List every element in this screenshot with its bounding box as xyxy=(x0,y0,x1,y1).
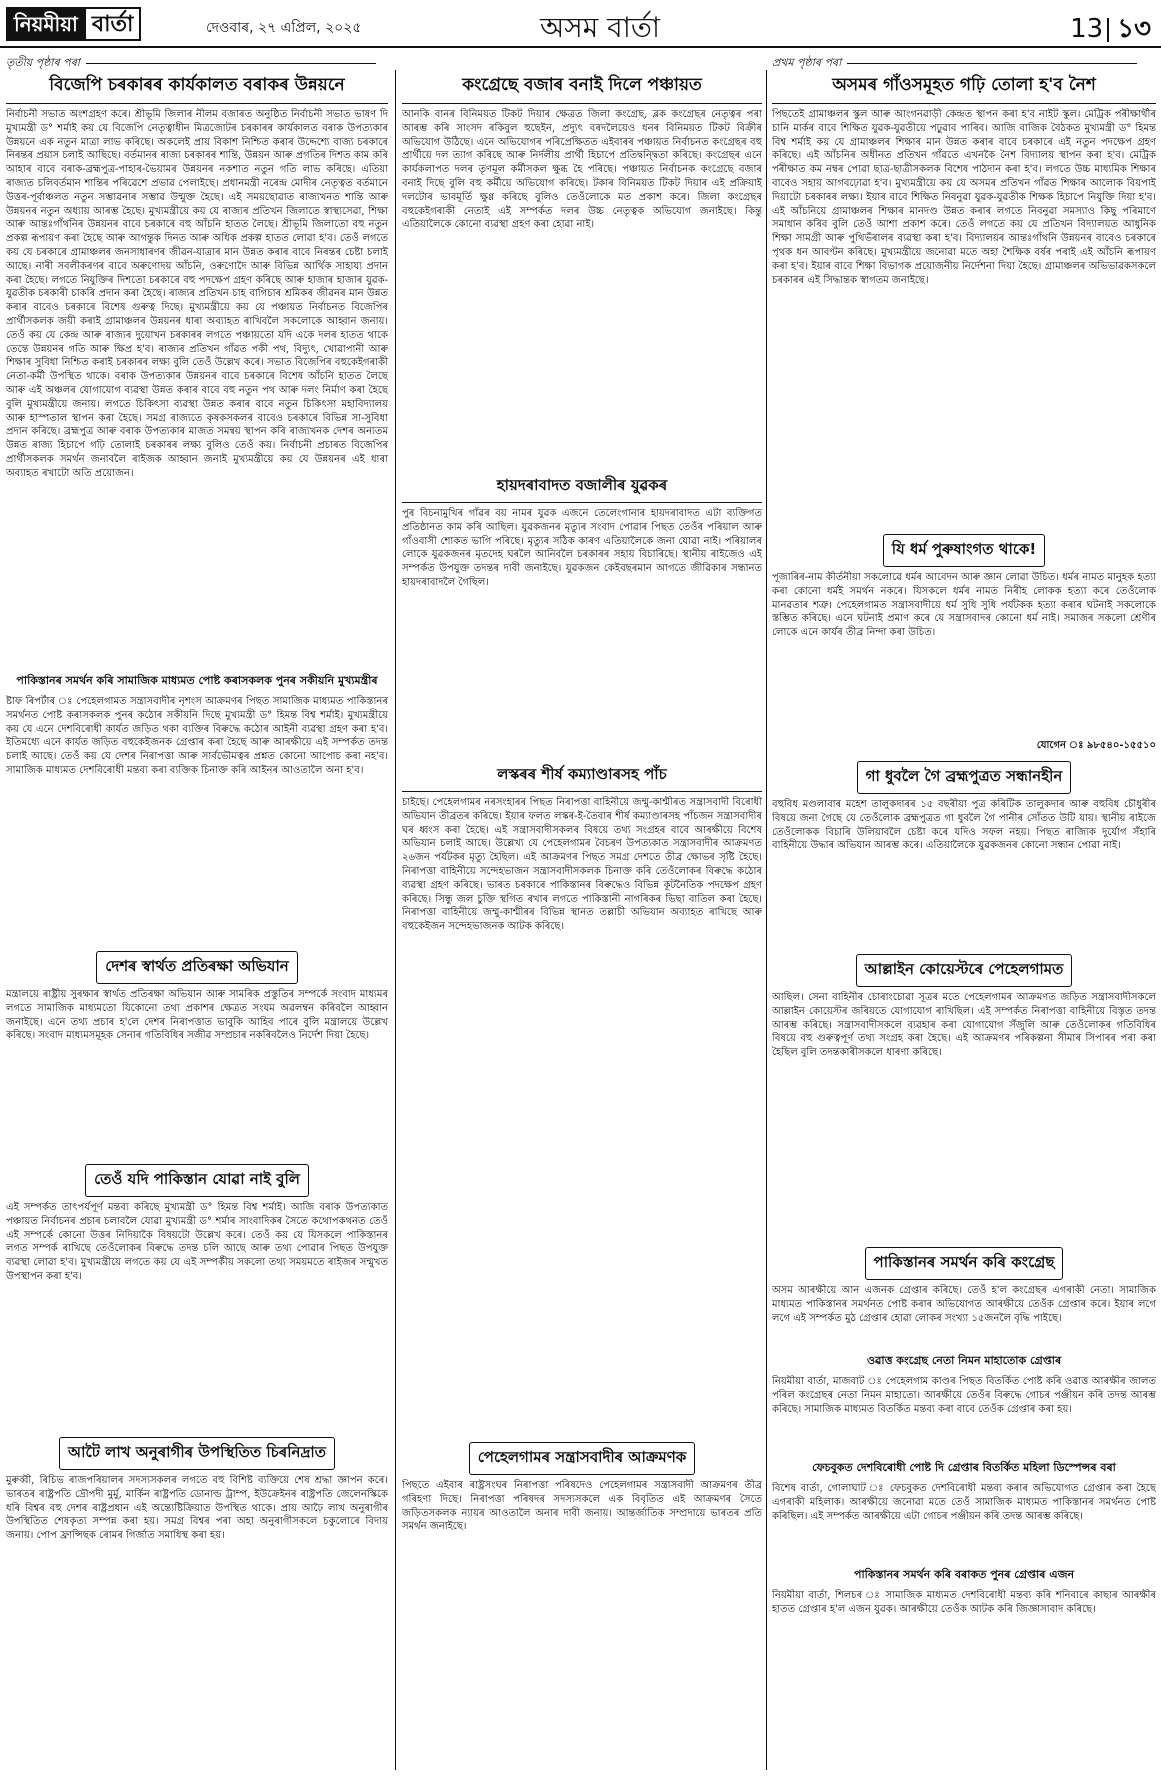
page-number-separator xyxy=(1107,18,1109,42)
article-body: নিৰ্বাচনী সভাত অংশগ্ৰহণ কৰে। শ্ৰীভূমি জিলাৰ নীলম বজাৰত অনুষ্ঠিত নিৰ্বাচনী সভাত ভাষণ দি মুখ্যমন্ত্ৰী ড° শৰ্মাই কয় যে বিজেপি নেতৃত্বাধীন মিত্ৰজোটৰ চৰকাৰৰ কাৰ্যকালত বৰাক উপত্যকাৰ উন্নয়নে এক নতুন মাত্ৰা লাভ কৰিছে। অকলেই প্ৰায় বিকাশ নিশ্চিত কৰাৰ উদ্দেশ্যে বাজ্য চৰকাৰে নিৰন্তৰ প্ৰয়াস চলাই আছিছে। বৰ্তমানৰ ৰাজ্য চৰকাৰৰ শান্তি, উন্নয়ন আৰু প্ৰগতিৰ দিশত কাম কৰি আহাৰ বাবে বৰাক-ব্ৰহ্মপুত্ৰ-পাহাৰ-ভৈয়ামৰ উন্নয়নৰ নকশাত নতুন গতি লাভ কৰিছে। এতিয়া ৰাজ্যত চলিবৰ্তমান শান্তিৰ পৰিৱেশে প্ৰভাৱ পেলাইছে। প্ৰধানমন্ত্ৰী নৰেন্দ্ৰ মোদীৰ নেতৃত্বত বৰ্তমানে উত্তৰ-পূৰ্বাঞ্চলত নতুন সম্ভাৱনাৰ সম্ভাৱ উন্মুক্ত হৈছে। এই সময়ছোৱাত ৰাজ্যখনত শান্তি আৰু উন্নয়নৰ নতুন অধ্যায় আৰম্ভ হৈছে। মুখ্যমন্ত্ৰীয়ে কয় যে ৰাজ্যৰ প্ৰতিখন জিলাতে স্বাস্থ্যসেৱা, শিক্ষা আৰু আন্তঃগাঁথনিৰ উন্নয়নৰ বাবে চৰকাৰে বহু আঁচনি হাতত লৈছে। শ্ৰীভূমি জিলাতো বহু নতুন প্ৰকল্প ৰূপায়ণ কৰা হৈছে আৰু আগন্তুক দিনত আৰু অধিক প্ৰকল্প হাতত লোৱা হ'ব। তেওঁ লগতে কয় যে চৰকাৰে গ্ৰামাঞ্চলৰ জনসাধাৰণৰ জীৱন-যাত্ৰাৰ মান উন্নত কৰাৰ বাবে নিৰন্তৰ চেষ্টা চলাই আছে। নাৰী সবলীকৰণৰ বাবে অৰুণোদয় আঁচনি, ওৰুণোদৈ আৰু বিভিন্ন আৰ্থিক সাহায্য প্ৰদান কৰা হৈছে। লগতে নিযুক্তিৰ দিশতো চৰকাৰে বহু পদক্ষেপ গ্ৰহণ কৰিছে আৰু হাজাৰ হাজাৰ যুৱক-যুৱতীক চৰকাৰী চাকৰি প্ৰদান কৰা হৈছে। ৰাজ্যৰ প্ৰতিখন চাহ বাগিচাৰ শ্ৰমিকৰ জীৱনৰ মান উন্নত কৰাৰ বাবেও চৰকাৰে বিশেষ গুৰুত্ব দিছে। মুখ্যমন্ত্ৰীয়ে কয় যে পঞ্চায়ত নিৰ্বাচনত বিজেপিৰ প্ৰাৰ্থীসকলক জয়ী কৰাই গ্ৰামাঞ্চলৰ উন্নয়নৰ ধাৰা অব্যাহত ৰাখিবলৈ সকলোকে আহ্বান জনায়। তেওঁ কয় যে কেন্দ্ৰ আৰু ৰাজ্যৰ দুয়োখন চৰকাৰৰ লগতে পঞ্চায়তো যদি একে দলৰ হাতত থাকে তেন্তে উন্নয়নৰ গতি আৰু ক্ষিপ্ৰ হ'ব। ৰাজ্যৰ প্ৰতিখন গাঁৱত পকী পথ, বিদ্যুৎ, খোৱাপানী আৰু শিক্ষাৰ সুবিধা নিশ্চিত কৰাই চৰকাৰৰ লক্ষ্য বুলি তেওঁ উল্লেখ কৰে। সভাত বিজেপিৰ বহুকেইগৰাকী নেতা-কৰ্মী উপস্থিত থাকে। বৰাক উপত্যকাৰ উন্নয়নৰ বাবে চৰকাৰে বিশেষ আঁচনি হাতত লৈছে আৰু এই অঞ্চলৰ যোগাযোগ ব্যৱস্থা উন্নত কৰাৰ বাবে বহু নতুন পথ আৰু দলং নিৰ্মাণ কৰা হৈছে বুলি মুখ্যমন্ত্ৰীয়ে জনায়। লগতে চিকিৎসা ব্যৱস্থা উন্নত কৰাৰ বাবে নতুন চিকিৎসা মহাবিদ্যালয় আৰু হাস্পতাল স্থাপন কৰা হৈছে। সমগ্ৰ ৰাজ্যতে কৃষকসকলৰ বাবেও চৰকাৰে বিভিন্ন সা-সুবিধা প্ৰদান কৰিছে। ব্ৰহ্মপুত্ৰ আৰু বৰাক উপত্যকাৰ মাজত সমন্বয় স্থাপন কৰি ৰাজ্যখনক দেশৰ অন্যতম উন্নত ৰাজ্য হিচাপে গঢ়ি তোলাই চৰকাৰৰ লক্ষ্য বুলিও তেওঁ কয়। নিৰ্বাচনী প্ৰচাৰত বিজেপিৰ প্ৰাৰ্থীসকলক সমৰ্থন জনাবলৈ ৰাইজক আহ্বান জনাই মুখ্যমন্ত্ৰীয়ে কয় যে উন্নয়নৰ এই ধাৰা অব্যাহত ৰখাটো অতি প্ৰয়োজন। xyxy=(6,109,388,479)
article-body: পুৰ বিচনামুখিৰ গাঁৱৰ বয় নামৰ যুৱক এজনে তেলেংগানাৰ হায়দৰাবাদত এটা ব্যক্তিগত প্ৰতিষ্ঠানত কাম কৰি আছিল। যুৱকজনৰ মৃত্যুৰ সংবাদ পোৱাৰ পিছত তেওঁৰ পৰিয়াল আৰু গাঁওবাসী শোকত ভাগি পৰিছে। মৃত্যুৰ সঠিক কাৰণ এতিয়ালৈকে জনা যোৱা নাই। পৰিয়ালৰ লোকে যুৱকজনৰ মৃতদেহ ঘৰলৈ আনিবলৈ চৰকাৰৰ সহায় বিচাৰিছে। স্থানীয় ৰাইজেও এই সম্পৰ্কত উপযুক্ত তদন্তৰ দাবী জনাইছে। যুৱকজন কেইবছৰমান আগতে জীৱিকাৰ সন্ধানত হায়দৰাবাদলৈ গৈছিল। xyxy=(402,508,762,588)
article-body: মুৰুব্বী, ৰিচিভ ৰাজপৰিয়ালৰ সদস্যসকলৰ লগতে বহু বিশিষ্ট ব্যক্তিয়ে শেষ শ্ৰদ্ধা জ্ঞাপন কৰে। ভাৰতৰ ৰাষ্ট্ৰপতি দ্ৰৌপদী মুৰ্মু, মাৰ্কিন ৰাষ্ট্ৰপতি ডোনাল্ড ট্ৰাম্প, ইউক্ৰেইনৰ ৰাষ্ট্ৰপতি জেলেনস্কিকে ধৰি বিশ্বৰ বহু দেশৰ ৰাষ্ট্ৰপ্ৰধান এই অন্ত্যেষ্টিক্ৰিয়াত উপস্থিত থাকে। প্ৰায় আঢ়ৈ লাখ অনুৰাগীৰ উপস্থিতিত শেষকৃত্য সম্পন্ন কৰা হয়। সমগ্ৰ বিশ্বৰ পৰা অহা অনুৰাগীসকলে চকুলোৰে বিদায় জনায়। পোপ ফ্ৰান্সিছক ৰোমৰ গিৰ্জাত সমাধিস্থ কৰা হয়। xyxy=(6,1475,388,1542)
boxed-headline: আটৈ লাখ অনুৰাগীৰ উপস্থিতিত চিৰনিদ্ৰাত xyxy=(59,1437,335,1470)
continuation-label-left: তৃতীয় পৃষ্ঠাৰ পৰা xyxy=(6,56,80,69)
page-number-latin: 13 xyxy=(1070,14,1104,44)
article-subheadline: পাকিস্তানৰ সমৰ্থন কৰি সামাজিক মাধ্যমত পোষ্ট কৰাসকলক পুনৰ সকীয়নি মুখ্যমন্ত্ৰীৰ xyxy=(16,674,378,687)
continuation-label-right: প্ৰথম পৃষ্ঠাৰ পৰা xyxy=(772,56,842,69)
boxed-headline: গা ধুবলৈ গৈ ব্ৰহ্মপুত্ৰত সন্ধানহীন xyxy=(857,761,1072,794)
article-author: যোগেন ঃ ৯৮৫৪০-১৫৫১০ xyxy=(1036,740,1156,751)
continuation-rule xyxy=(847,63,1137,64)
section-title: অসম বাৰ্তা xyxy=(539,11,661,44)
article-body: আছিল। সেনা বাহিনীৰ চোৰাংচোৱা সূত্ৰৰ মতে পেহেলগামৰ আক্ৰমণত জড়িত সন্ত্ৰাসবাদীসকলে আল্লাইন কোয়েস্টৰ জৰিয়তে যোগাযোগ ৰাখিছিল। এই সম্পৰ্কত নিৰাপত্তা বাহিনীয়ে বিস্তৃত তদন্ত আৰম্ভ কৰিছে। সন্ত্ৰাসবাদীসকলে ব্যৱহাৰ কৰা যোগাযোগ সঁজুলি আৰু তেওঁলোকৰ গতিবিধিৰ বিষয়ে বহু গুৰুত্বপূৰ্ণ তথ্য সংগ্ৰহ কৰা হৈছে। এই আক্ৰমণৰ পৰিকল্পনা সীমাৰ সিপাৰৰ পৰা কৰা হৈছিল বুলি তদন্তকাৰীসকলে ধাৰণা কৰিছে। xyxy=(772,992,1156,1059)
article-body: পূজাৰিৰ-নাম কীৰ্তনীয়া সকলোৱে ধৰ্মৰ আবেদন আৰু জ্ঞান লোৱা উচিত। ধৰ্মৰ নামত মানুহক হত্যা কৰা কোনো ধৰ্মই সমৰ্থন নকৰে। যিসকলে ধৰ্মৰ নামত নিৰীহ লোকক হত্যা কৰে তেওঁলোক মানৱতাৰ শত্ৰু। পেহেলগামত সন্ত্ৰাসবাদীয়ে ধৰ্ম সুধি সুধি পৰ্যটকক হত্যা কৰাৰ ঘটনাই সকলোকে স্তম্ভিত কৰিছে। এনে ঘটনাই প্ৰমাণ কৰে যে সন্ত্ৰাসবাদৰ কোনো ধৰ্ম নাই। সমাজৰ সকলো শ্ৰেণীৰ লোকে এনে কাৰ্যৰ তীব্ৰ নিন্দা কৰা উচিত। xyxy=(772,572,1156,639)
newspaper-logo xyxy=(6,6,141,42)
article-body: পিছতে এইবাৰ ৰাষ্ট্ৰসংঘৰ নিৰাপত্তা পৰিষদেও পেহেলগামৰ সন্ত্ৰাসবাদী আক্ৰমণৰ তীব্ৰ গৰিহণা দিছে। নিৰাপত্তা পৰিষদৰ সদস্যসকলে এক বিবৃতিত এই আক্ৰমণৰ সৈতে জড়িতসকলক ন্যায়ৰ আওতালৈ অনাৰ দাবী জনায়। আন্তৰ্জাতিক সম্প্ৰদায়ে ভাৰতৰ প্ৰতি সমৰ্থন জনাইছে। xyxy=(402,1480,762,1533)
boxed-headline: দেশৰ স্বাৰ্থত প্ৰতিৰক্ষা অভিযান xyxy=(96,951,298,984)
logo-part-a: নিয়মীয়া xyxy=(6,7,86,41)
column-divider xyxy=(395,70,396,1770)
article-headline: কংগ্ৰেছে বজাৰ বনাই দিলে পঞ্চায়ত xyxy=(402,70,762,104)
boxed-headline: তেওঁ যদি পাকিস্তান যোৱা নাই বুলি xyxy=(85,1164,309,1197)
article-subheadline: ওৱাত্ত কংগ্ৰেছ নেতা নিমন মাহাতোক গ্ৰেপ্তাৰ xyxy=(866,1354,1062,1367)
article-body: এই সম্পৰ্কত তাৎপৰ্যপূৰ্ণ মন্তব্য কৰিছে মুখ্যমন্ত্ৰী ড° হিমন্ত বিশ্ব শৰ্মাই। আজি বৰাক উপত্যকাত পঞ্চায়ত নিৰ্বাচনৰ প্ৰচাৰ চলাবলৈ যোৱা মুখ্যমন্ত্ৰী ড° শৰ্মাৰ সাংবাদিকৰ সৈতে কথোপকথনত তেওঁ এই সম্পৰ্কে কোনো উত্তৰ নিদিয়াকৈ বিষয়টো উল্লেখ কৰে। তেওঁ কয় যে যিসকলে পাকিস্তানৰ লগত সম্পৰ্ক ৰাখিছে তেওঁলোকৰ বিৰুদ্ধে তদন্ত চলি আছে আৰু তথ্য পোৱাৰ পিছত উপযুক্ত ব্যৱস্থা লোৱা হ'ব। মুখ্যমন্ত্ৰীয়ে লগতে কয় যে এই সম্পৰ্কীয় সকলো তথ্য সময়মতে ৰাইজৰ সন্মুখত উপস্থাপন কৰা হ'ব। xyxy=(6,1202,388,1282)
article-body: নিয়মীয়া বাৰ্তা, মাজবাট ঃ পেহেলগাম কাণ্ডৰ পিছত বিতৰ্কিত পোষ্ট কৰি ওৱাত্ত আৰক্ষীৰ জালত পৰিল কংগ্ৰেছৰ নেতা নিমন মাহাতো। আৰক্ষীয়ে তেওঁৰ বিৰুদ্ধে গোচৰ পঞ্জীয়ন কৰি তদন্ত আৰম্ভ কৰিছে। সামাজিক মাধ্যমত বিতৰ্কিত মন্তব্য কৰা বাবে তেওঁক গ্ৰেপ্তাৰ কৰা হয়। xyxy=(772,1376,1156,1415)
column-middle xyxy=(402,70,762,1679)
page-number xyxy=(1070,8,1151,52)
boxed-headline: পেহেলগামৰ সন্ত্ৰাসবাদীৰ আক্ৰমণক xyxy=(469,1442,696,1475)
column-right xyxy=(772,70,1156,1649)
article-body: চাইছে। পেহেলগামৰ নৰসংহাৰৰ পিছত নিৰাপত্তা বাহিনীয়ে জম্মু-কাশ্মীৰত সন্ত্ৰাসবাদী বিৰোধী অভিযান তীব্ৰতৰ কৰিছে। ইয়াৰ ফলত লস্কৰ-ই-তৈবাৰ শীৰ্ষ কম্যাণ্ডাৰসহ পাঁচজন সন্ত্ৰাসবাদীৰ ঘৰ ধ্বংস কৰা হৈছে। এই সন্ত্ৰাসবাদীসকলৰ বিষয়ে তথ্য সংগ্ৰহৰ বাবে আৰক্ষীয়ে বিশেষ অভিযান চলাই আছে। উল্লেখ্য যে পেহেলগামৰ বৈচৰণ উপত্যকাত সন্ত্ৰাসবাদীৰ আক্ৰমণত ২৬জন পৰ্যটকৰ মৃত্যু হৈছিল। এই আক্ৰমণৰ পিছত সমগ্ৰ দেশতে তীব্ৰ ক্ষোভৰ সৃষ্টি হৈছে। নিৰাপত্তা বাহিনীয়ে সন্দেহভাজন সন্ত্ৰাসবাদীসকলক চিনাক্ত কৰি তেওঁলোকৰ বিৰুদ্ধে কঠোৰ ব্যৱস্থা গ্ৰহণ কৰিছে। ভাৰত চৰকাৰে পাকিস্তানৰ বিৰুদ্ধেও বিভিন্ন কূটনৈতিক পদক্ষেপ গ্ৰহণ কৰিছে। সিন্ধু জল চুক্তি স্থগিত ৰখাৰ লগতে পাকিস্তানী নাগৰিকৰ ভিছা বাতিল কৰা হৈছে। নিৰাপত্তা বাহিনীয়ে জম্মু-কাশ্মীৰৰ বিভিন্ন স্থানত তল্লাচী অভিযান অব্যাহত ৰাখিছে আৰু বহুকেইজন সন্দেহভাজনক আটক কৰিছে। xyxy=(402,797,762,933)
boxed-headline: পাকিস্তানৰ সমৰ্থন কৰি কংগ্ৰেছ xyxy=(865,1247,1064,1280)
boxed-headline: যি ধৰ্ম পুৰুষাংগত থাকে! xyxy=(883,534,1045,567)
logo-part-b: বাৰ্তা xyxy=(86,7,142,41)
article-body: বিশেষ বাৰ্তা, গোলাঘাট ঃ ফেচবুকত দেশবিৰোধী মন্তব্য কৰাৰ অভিযোগত গ্ৰেপ্তাৰ কৰা হৈছে এগৰাকী মহিলাক। আৰক্ষীয়ে জনোৱা মতে তেওঁ সামাজিক মাধ্যমত পাকিস্তানৰ সমৰ্থনত পোষ্ট কৰিছিল। এই সম্পৰ্কত আৰক্ষীয়ে এটা গোচৰ পঞ্জীয়ন কৰি তদন্ত আৰম্ভ কৰিছে। xyxy=(772,1483,1156,1522)
article-headline: হায়দৰাবাদত বজালীৰ যুৱকৰ xyxy=(402,468,762,503)
article-headline: বিজেপি চৰকাৰৰ কাৰ্যকালত বৰাকৰ উন্নয়নে xyxy=(6,70,388,104)
article-headline: লস্কৰৰ শীৰ্ষ কম্যাণ্ডাৰসহ পাঁচ xyxy=(402,757,762,792)
article-body: মন্ত্ৰালয়ে ৰাষ্ট্ৰীয় সুৰক্ষাৰ স্বাৰ্থত প্ৰতিৰক্ষা অভিযান আৰু সামৰিক প্ৰস্তুতিৰ সম্পৰ্কে সংবাদ মাধ্যমৰ লগতে সামাজিক মাধ্যমতো যিকোনো তথ্য প্ৰকাশৰ ক্ষেত্ৰত সংযম অৱলম্বন কৰিবলৈ আহ্বান জনাইছে। এনে তথ্য প্ৰচাৰ হ'লে দেশৰ নিৰাপত্তাত ভাবুকি আহিব পাৰে বুলি মন্ত্ৰালয়ে উল্লেখ কৰিছে। সংবাদ মাধ্যমসমূহক সেনাৰ গতিবিধিৰ সজীৱ সম্প্ৰচাৰ নকৰিবলৈও নিৰ্দেশ দিয়া হৈছে। xyxy=(6,989,388,1042)
continuation-rule xyxy=(86,63,376,64)
boxed-headline: আল্লাইন কোয়েস্টৰে পেহেলগামত xyxy=(856,954,1073,987)
article-body: বহুবিধ মণ্ডলাবাৰ মহেশ তালুকদাৰৰ ১৫ বছৰীয়া পুত্ৰ কৰিটিক তালুকদাৰ আৰু বহুবিধ চৌধুৰীৰ বিষয়ে জনা গৈছে যে তেওঁলোক ব্ৰহ্মপুত্ৰত গা ধুবলৈ গৈ পানীৰ সোঁতত উটি যায়। স্থানীয় ৰাইজে তেওঁলোকক বিচাৰি উলিয়াবলৈ চেষ্টা কৰে যদিও সফল নহয়। পিছত ৰাজ্যিক দুৰ্যোগ সঁহাৰি বাহিনীয়ে উদ্ধাৰ অভিযান আৰম্ভ কৰে। এতিয়ালৈকে যুৱকজনৰ কোনো সন্ধান পোৱা নাই। xyxy=(772,799,1156,852)
publication-date: দেওবাৰ, ২৭ এপ্ৰিল, ২০২৫ xyxy=(206,20,362,36)
article-subheadline: পাকিস্তানৰ সমৰ্থন কৰি বৰাকত পুনৰ গ্ৰেপ্তাৰ এজন xyxy=(853,1568,1075,1581)
article-body: অসম আৰক্ষীয়ে আন এজনক গ্ৰেপ্তাৰ কৰিছে। তেওঁ হ'ল কংগ্ৰেছৰ এগৰাকী নেতা। সামাজিক মাধ্যমত পাকিস্তানৰ সমৰ্থনত পোষ্ট কৰাৰ অভিযোগত আৰক্ষীয়ে তেওঁক গ্ৰেপ্তাৰ কৰে। ইয়াৰ লগে লগে এই সম্পৰ্কত মুঠ গ্ৰেপ্তাৰ হোৱা লোকৰ সংখ্যা ১৫জনলৈ বৃদ্ধি পাইছে। xyxy=(772,1285,1156,1324)
column-left xyxy=(6,70,388,1674)
article-body: নিয়মীয়া বাৰ্তা, শিলচৰ ঃ সামাজিক মাধ্যমত দেশবিৰোধী মন্তব্য কৰি শনিবাৰে কাছাৰ আৰক্ষীৰ হাতত গ্ৰেপ্তাৰ হ'ল এজন যুৱক। আৰক্ষীয়ে তেওঁক আটক কৰি জিজ্ঞাসাবাদ কৰিছে। xyxy=(772,1590,1156,1615)
article-body: আনকি বানৰ বিনিময়ত টিকট দিয়াৰ ক্ষেত্ৰত জিলা কংগ্ৰেছ, ব্লক কংগ্ৰেছৰ নেতৃত্বৰ পৰা আৰম্ভ কৰি সাংসদ ৰকিবুল হুছেইন, প্ৰদ্যুৎ বৰদলৈয়েও ধনৰ বিনিময়ত টিকট বিক্ৰীৰ অভিযোগ উঠিছে। এনে অভিযোগৰ পৰিপ্ৰেক্ষিতত এইবাৰৰ পঞ্চায়ত নিৰ্বাচনত কংগ্ৰেছৰ বহু প্ৰাৰ্থীয়ে দল ত্যাগ কৰিছে আৰু নিৰ্দলীয় প্ৰাৰ্থী হিচাপে প্ৰতিদ্বন্দ্বিতা কৰিছে। কংগ্ৰেছৰ এনে কাৰ্যকলাপত দলৰ তৃণমূল কৰ্মীসকল ক্ষুব্ধ হৈ পৰিছে। পঞ্চায়ত নিৰ্বাচনক কংগ্ৰেছে বজাৰ বনাই দিছে বুলি বহু কৰ্মীয়ে অভিযোগ কৰিছে। টকাৰ বিনিময়ত টিকট দিয়াৰ এই প্ৰক্ৰিয়াই দলটোৰ ভাবমূৰ্তি ক্ষুণ্ণ কৰিছে বুলিও তেওঁলোকে মত প্ৰকাশ কৰে। জিলা কংগ্ৰেছৰ বহুকেইগৰাকী নেতাই এই সম্পৰ্কত দলৰ উচ্চ নেতৃত্বক অভিযোগ জনাইছে। কিন্তু এতিয়ালৈকে কোনো ব্যৱস্থা গ্ৰহণ কৰা হোৱা নাই। xyxy=(402,109,762,231)
article-subheadline: ফেচবুকত দেশবিৰোধী পোষ্ট দি গ্ৰেপ্তাৰ বিতৰ্কিত মহিলা ডিস্পেন্সৰ বৰা xyxy=(812,1461,1116,1474)
article-headline: অসমৰ গাঁওসমূহত গঢ়ি তোলা হ'ব নৈশ xyxy=(772,70,1156,104)
masthead xyxy=(0,0,1161,48)
page-number-local: ১৩ xyxy=(1117,14,1151,44)
column-divider xyxy=(766,70,767,1770)
article-body: ষ্টাফ ৰিপৰ্টাৰ ঃ পেহেলগামত সন্ত্ৰাসবাদীৰ নৃশংস আক্ৰমণৰ পিছত সামাজিক মাধ্যমত পাকিস্তানৰ সমৰ্থনত পোষ্ট কৰাসকলক পুনৰ কঠোৰ সকীয়নি দিছে মুখ্যমন্ত্ৰী ড° হিমন্ত বিশ্ব শৰ্মাই। মুখ্যমন্ত্ৰীয়ে কয় যে এনে দেশবিৰোধী কাৰ্যত জড়িত থকা ব্যক্তিৰ বিৰুদ্ধে কঠোৰ আইনী ব্যৱস্থা গ্ৰহণ কৰা হ'ব। ইতিমধ্যে এনে কাৰ্যত জড়িত বহুকেইজনক গ্ৰেপ্তাৰ কৰা হৈছে আৰু আৰক্ষীয়ে এই সম্পৰ্কত তদন্ত চলাই আছে। তেওঁ কয় যে দেশৰ নিৰাপত্তা আৰু সাৰ্বভৌমত্বৰ প্ৰশ্নত কোনো আপোচ কৰা নহ'ব। সামাজিক মাধ্যমত দেশবিৰোধী মন্তব্য কৰা ব্যক্তিক চিনাক্ত কৰি আইনৰ আওতালৈ অনা হ'ব। xyxy=(6,696,388,776)
article-body: পিছতেই গ্ৰামাঞ্চলৰ স্কুল আৰু আংগনৱাড়ী কেন্দ্ৰত স্থাপন কৰা হ'ব নাইট স্কুল। মেট্ৰিক পৰীক্ষাৰ্থীৰ চানি মাৰ্কৰ বাবে শিক্ষিত যুৱক-যুৱতীয়ে পঢ়ুৱাব পাৰিব। আজি বাজিক বৈঠকত মুখ্যমন্ত্ৰী ড° হিমন্ত বিশ্ব শৰ্মাই কয় যে গ্ৰামাঞ্চলৰ শিক্ষাৰ মান উন্নত কৰাৰ বাবে চৰকাৰে এই নতুন পদক্ষেপ গ্ৰহণ কৰিছে। এই আঁচনিৰ অধীনত প্ৰতিখন গাঁৱতে এখনকৈ নৈশ বিদ্যালয় স্থাপন কৰা হ'ব। মেট্ৰিক পৰীক্ষাত কম নম্বৰ পোৱা ছাত্ৰ-ছাত্ৰীসকলক বিশেষ পাঠদান কৰা হ'ব। লগতে উচ্চ মাধ্যমিক শিক্ষাৰ বাবেও সহায় আগবঢ়োৱা হ'ব। মুখ্যমন্ত্ৰীয়ে কয় যে অসমৰ প্ৰতিখন গাঁৱত শিক্ষাৰ আলোক বিয়পাই দিয়াটো চৰকাৰৰ লক্ষ্য। ইয়াৰ বাবে শিক্ষিত নিবনুৱা যুৱক-যুৱতীক শিক্ষক হিচাপে নিযুক্তি দিয়া হ'ব। এই আঁচনিয়ে গ্ৰামাঞ্চলৰ শিক্ষাৰ মানদণ্ড উন্নত কৰাৰ লগতে নিবনুৱা সমস্যাও কিছু পৰিমাণে সমাধান কৰিব বুলি তেওঁ আশা প্ৰকাশ কৰে। তেওঁ লগতে কয় যে প্ৰতিখন বিদ্যালয়ত আধুনিক শিক্ষা সামগ্ৰী আৰু পুথিভঁৰালৰ ব্যৱস্থা কৰা হ'ব। বিদ্যালয়ৰ আন্তঃগাঁথনি উন্নয়নৰ বাবেও চৰকাৰে পৃথক ধন আবণ্টন কৰিছে। মুখ্যমন্ত্ৰীয়ে জনোৱা মতে অহা শৈক্ষিক বৰ্ষৰ পৰাই এই আঁচনি ৰূপায়ণ কৰা হ'ব। ইয়াৰ বাবে শিক্ষা বিভাগক প্ৰয়োজনীয় নিৰ্দেশনা দিয়া হৈছে। গ্ৰামাঞ্চলৰ অভিভাৱকসকলে চৰকাৰৰ এই সিদ্ধান্তক স্বাগতম জনাইছে। xyxy=(772,109,1156,286)
